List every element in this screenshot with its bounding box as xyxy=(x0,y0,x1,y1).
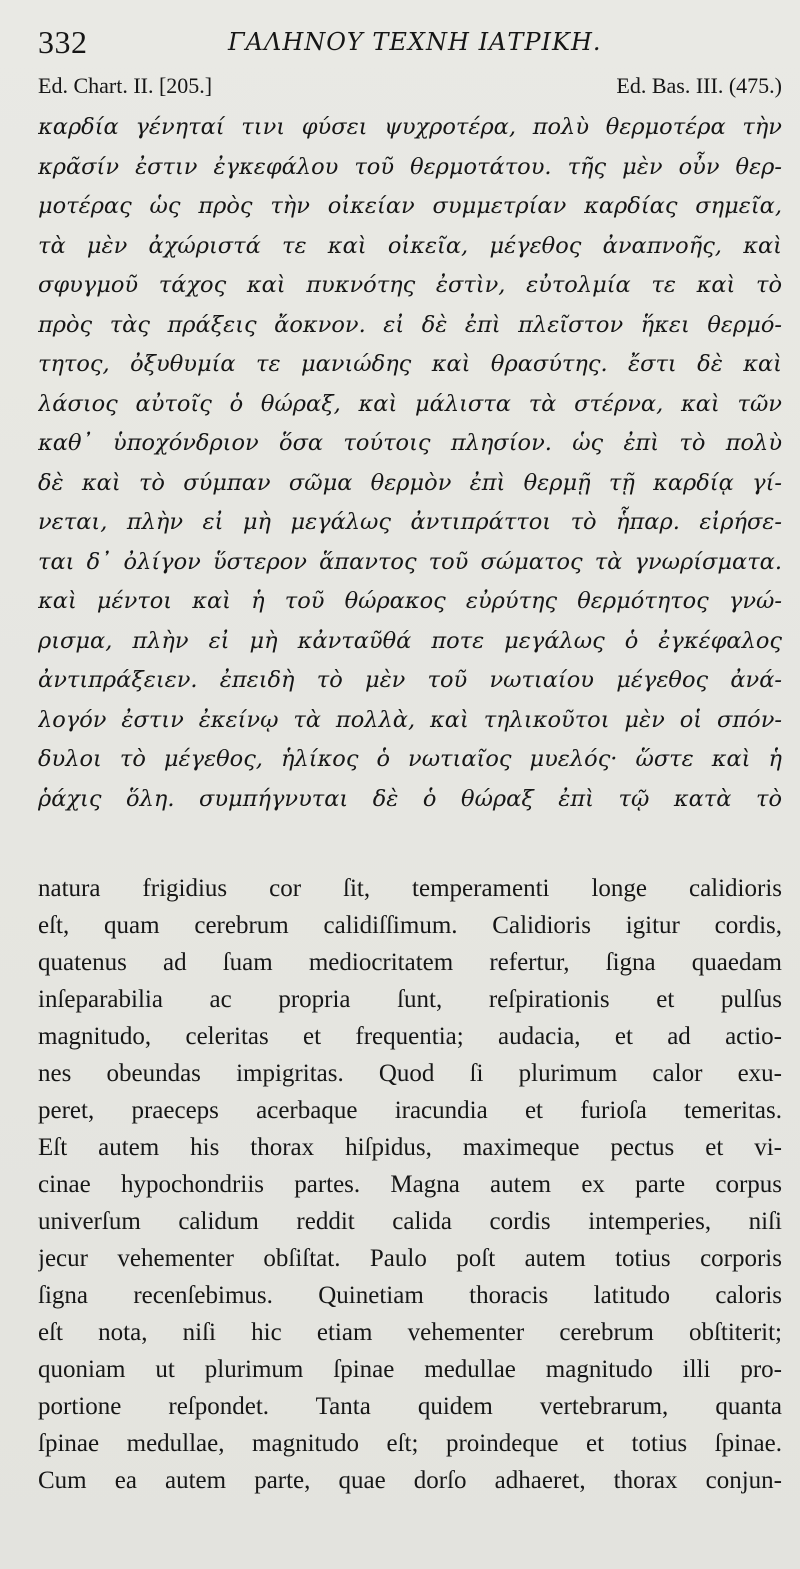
latin-text-line: eſt nota, niſi hic etiam vehementer cerebrum obſtiterit; xyxy=(38,1319,782,1346)
greek-text-line: μοτέρας ὡς πρὸς τὴν οἰκείαν συμμετρίαν καρδίας σημεῖα, xyxy=(38,193,782,219)
greek-text-line: ται δ᾽ ὀλίγον ὕστερον ἅπαντος τοῦ σώματος τὰ γνωρίσματα. xyxy=(38,548,782,575)
latin-text-line: magnitudo, celeritas et frequentia; audacia, et ad actio- xyxy=(38,1023,782,1050)
greek-text-line: δυλοι τὸ μέγεθος, ἡλίκος ὁ νωτιαῖος μυελός· ὥστε καὶ ἡ xyxy=(38,746,782,772)
latin-text-line: inſeparabilia ac propria ſunt, reſpirationis et pulſus xyxy=(38,986,782,1013)
page-number: 332 xyxy=(38,24,88,60)
page-header xyxy=(38,24,782,64)
greek-text-line: λάσιος αὐτοῖς ὁ θώραξ, καὶ μάλιστα τὰ στέρνα, καὶ τῶν xyxy=(38,390,782,417)
latin-text-line: univerſum calidum reddit calida cordis intemperies, niſi xyxy=(38,1208,782,1235)
greek-text-line: καρδία γένηταί τινι φύσει ψυχροτέρα, πολὺ θερμοτέρα τὴν xyxy=(38,114,782,140)
running-title: ΓΑΛΗΝΟΥ ΤΕΧΝΗ ΙΑΤΡΙΚΗ. xyxy=(228,28,602,56)
latin-text-line: Cum ea autem parte, quae dorſo adhaeret, thorax conjun- xyxy=(38,1467,782,1494)
greek-text-line: κρᾶσίν ἐστιν ἐγκεφάλου τοῦ θερμοτάτου. τῆς μὲν οὖν θερ- xyxy=(38,153,782,180)
latin-translation-block xyxy=(38,870,782,1499)
greek-text-block xyxy=(38,108,782,819)
greek-text-line: καθ᾽ ὑποχόνδριον ὅσα τούτοις πλησίον. ὡς ἐπὶ τὸ πολὺ xyxy=(38,430,782,456)
latin-text-line: nes obeundas impigritas. Quod ſi plurimum calor exu- xyxy=(38,1060,782,1087)
latin-text-line: jecur vehementer obſiſtat. Paulo poſt autem totius corporis xyxy=(38,1245,782,1272)
greek-text-line: καὶ μέντοι καὶ ἡ τοῦ θώρακος εὐρύτης θερμότητος γνώ- xyxy=(38,588,782,614)
greek-text-line: ῥάχις ὅλη. συμπήγνυται δὲ ὁ θώραξ ἐπὶ τῷ κατὰ τὸ xyxy=(38,785,782,812)
latin-text-line: cinae hypochondriis partes. Magna autem ex parte corpus xyxy=(38,1171,782,1198)
greek-text-line: ἀντιπράξειεν. ἐπειδὴ τὸ μὲν τοῦ νωτιαίου μέγεθος ἀνά- xyxy=(38,667,782,693)
latin-text-line: ſigna recenſebimus. Quinetiam thoracis latitudo caloris xyxy=(38,1282,782,1309)
greek-text-line: τὰ μὲν ἀχώριστά τε καὶ οἰκεῖα, μέγεθος ἀναπνοῆς, καὶ xyxy=(38,232,782,259)
greek-text-line: σφυγμοῦ τάχος καὶ πυκνότης ἐστὶν, εὐτολμία τε καὶ τὸ xyxy=(38,272,782,298)
greek-text-line: λογόν ἐστιν ἐκείνῳ τὰ πολλὰ, καὶ τηλικοῦτοι μὲν οἱ σπόν- xyxy=(38,706,782,733)
greek-text-line: τητος, ὀξυθυμία τε μανιώδης καὶ θρασύτης. ἔστι δὲ καὶ xyxy=(38,351,782,377)
greek-text-line: νεται, πλὴν εἰ μὴ μεγάλως ἀντιπράττοι τὸ ἧπαρ. εἰρήσε- xyxy=(38,509,782,535)
latin-text-line: ſpinae medullae, magnitudo eſt; proindeque et totius ſpinae. xyxy=(38,1430,782,1457)
latin-text-line: eſt, quam cerebrum calidiſſimum. Calidioris igitur cordis, xyxy=(38,912,782,939)
latin-text-line: quatenus ad ſuam mediocritatem refertur, ſigna quaedam xyxy=(38,949,782,976)
latin-text-line: Eſt autem his thorax hiſpidus, maximeque pectus et vi- xyxy=(38,1134,782,1161)
latin-text-line: natura frigidius cor ſit, temperamenti longe calidioris xyxy=(38,875,782,902)
edition-chartier-reference: Ed. Chart. II. [205.] xyxy=(38,73,213,98)
greek-text-line: δὲ καὶ τὸ σύμπαν σῶμα θερμὸν ἐπὶ θερμῇ τῇ καρδίᾳ γί- xyxy=(38,469,782,496)
edition-reference-line xyxy=(38,73,782,103)
edition-basel-reference: Ed. Bas. III. (475.) xyxy=(616,73,782,98)
latin-text-line: quoniam ut plurimum ſpinae medullae magnitudo illi pro- xyxy=(38,1356,782,1383)
greek-text-line: πρὸς τὰς πράξεις ἄοκνον. εἰ δὲ ἐπὶ πλεῖστον ἥκει θερμό- xyxy=(38,311,782,338)
latin-text-line: portione reſpondet. Tanta quidem vertebrarum, quanta xyxy=(38,1393,782,1420)
latin-text-line: peret, praeceps acerbaque iracundia et furioſa temeritas. xyxy=(38,1097,782,1124)
greek-text-line: ρισμα, πλὴν εἰ μὴ κἀνταῦθά ποτε μεγάλως ὁ ἐγκέφαλος xyxy=(38,627,782,654)
